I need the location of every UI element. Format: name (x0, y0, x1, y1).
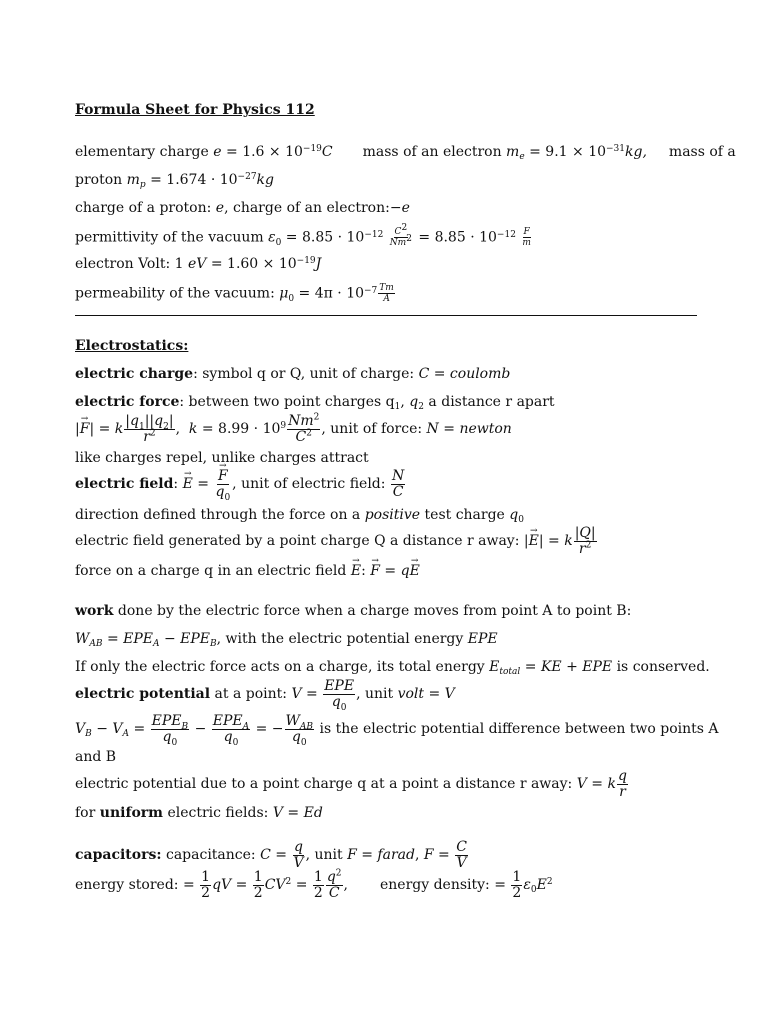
electric-field-line: electric field: → E = → $\frac{F}{q_0}$ , unit of electric field: $\frac{N}{C}$ (75, 466, 406, 502)
field-unit-fraction: $\frac{N}{C}$ (391, 467, 405, 500)
permittivity-label: permittivity of the vacuum (75, 229, 269, 246)
electron-volt-value: 1.60 × 10 (227, 256, 297, 272)
permittivity-unit-fraction: $\frac{C^2}{Nm^2}$ (389, 223, 412, 248)
capacitors-line: capacitors: capacitance: C = $\frac{q}{V}$ , unit F = farad, F = $\frac{C}{V}$ (75, 838, 467, 871)
electric-potential-term: electric potential (75, 686, 211, 702)
coulomb-fraction: $\frac{|q_1||q_2|}{r^2}$ (125, 412, 174, 445)
electron-volt-label: electron Volt: 1 (75, 256, 188, 272)
permeability-line: permeability of the vacuum: $\mu_0 = 4\pi \cdot 10^{-7}$ $\frac{Tm}{A}$ (75, 283, 394, 304)
direction-line: direction defined through the force on a positive test charge $q_0$ (75, 507, 524, 525)
proton-mass-label: mass of a (668, 144, 736, 160)
elementary-charge-value: 1.6 × 10 (242, 144, 303, 160)
constants-line-3: charge of a proton: e, charge of an electron:−e (75, 200, 410, 216)
section-heading-electrostatics: Electrostatics: (75, 338, 189, 354)
permittivity-line: permittivity of the vacuum $\varepsilon_0 = 8.85 \cdot 10^{-12}$ $\frac{C^2}{Nm^2}$ = $8.85 \cdot 10^{-12}$ $\frac{F}{m}$ (75, 223, 531, 248)
permittivity-value: 8.85 · 10 (301, 229, 365, 246)
and-b-line: and B (75, 749, 117, 765)
like-charges-line: like charges repel, unlike charges attract (75, 450, 369, 466)
uniform-field-line: for uniform electric fields: V = Ed (75, 805, 323, 821)
section-divider (75, 315, 697, 316)
constants-line-1: elementary charge $e = 1.6 \times 10^{-19}C$ mass of an electron $m_e = 9.1 \times 10^{-31}kg$, mass of a (75, 144, 736, 162)
electric-force-line: electric force: between two point charges $q_1$, $q_2$ a distance r apart (75, 394, 555, 412)
permittivity-unit-fraction-2: $\frac{F}{m}$ (522, 227, 531, 248)
permeability-value: 4π · 10 (314, 285, 365, 302)
point-charge-potential-line: electric potential due to a point charge q at a point a distance r away: V = k $\frac{q}{r}$ (75, 767, 627, 800)
electron-volt-line: electron Volt: 1 eV = $1.60 \times 10^{-19}J$ (75, 256, 322, 272)
page-title: Formula Sheet for Physics 112 (75, 102, 315, 118)
constants-line-2: proton $m_p = 1.674 \cdot 10^{-27}kg$ (75, 172, 274, 190)
coulomb-law-line: |→ F| = k $\frac{|q_1||q_2|}{r^2}$ , $k = 8.99 \cdot 10^9$ $\frac{Nm^2}{C^2}$ , unit of force: N = newton (75, 412, 512, 446)
permeability-unit-fraction: $\frac{Tm}{A}$ (379, 283, 394, 304)
uniform-term: uniform (99, 805, 163, 821)
energy-stored-line: energy stored: = $\frac{1}{2}$ qV = $\frac{1}{2}$ $CV^2$ = $\frac{1}{2}$ $\frac{q^2}{C}$ , energy density: = $\frac{1}{2}$ $\varepsilon_0E^2$ (75, 867, 553, 901)
permeability-label: permeability of the vacuum: (75, 285, 280, 302)
electric-force-term: electric force (75, 394, 180, 410)
capacitors-term: capacitors: (75, 847, 162, 863)
work-term: work (75, 603, 114, 619)
coulomb-constant-value: 8.99 · 10 (218, 421, 281, 437)
potential-difference-line: $V_B - V_A$ = $EPE_B$ $q_0$ − $EPE_A$ $q_0$ = − $W_{AB}$ $q_0$ is the electric potential difference between two points A (75, 712, 719, 748)
elementary-charge-label: elementary charge (75, 144, 214, 160)
proton-mass-value: 1.674 · 10 (166, 172, 238, 188)
point-charge-field-line: electric field generated by a point charge Q a distance r away: |→ E| = k $\frac{|Q|}{r^2}$ (75, 524, 598, 558)
work-line: work done by the electric force when a charge moves from point A to point B: (75, 603, 632, 619)
electric-charge-line: electric charge: symbol q or Q, unit of charge: C = coulomb (75, 366, 511, 382)
electric-field-term: electric field (75, 476, 174, 492)
electron-mass-label: mass of an electron (362, 144, 507, 160)
energy-conservation-line: If only the electric force acts on a charge, its total energy $E_{total}$ = KE + EPE is conserved. (75, 659, 710, 677)
force-in-field-line: force on a charge q in an electric field → E: → F = q→ E (75, 562, 420, 580)
energy-density-label: energy density: (379, 877, 495, 893)
electric-charge-term: electric charge (75, 366, 194, 382)
work-equation-line: $W_{AB} = EPE_A - EPE_B$, with the electric potential energy EPE (75, 631, 498, 649)
electric-potential-line: electric potential at a point: V = EPE $q_0$ , unit volt = V (75, 677, 455, 713)
electron-mass-value: 9.1 × 10 (545, 144, 607, 160)
